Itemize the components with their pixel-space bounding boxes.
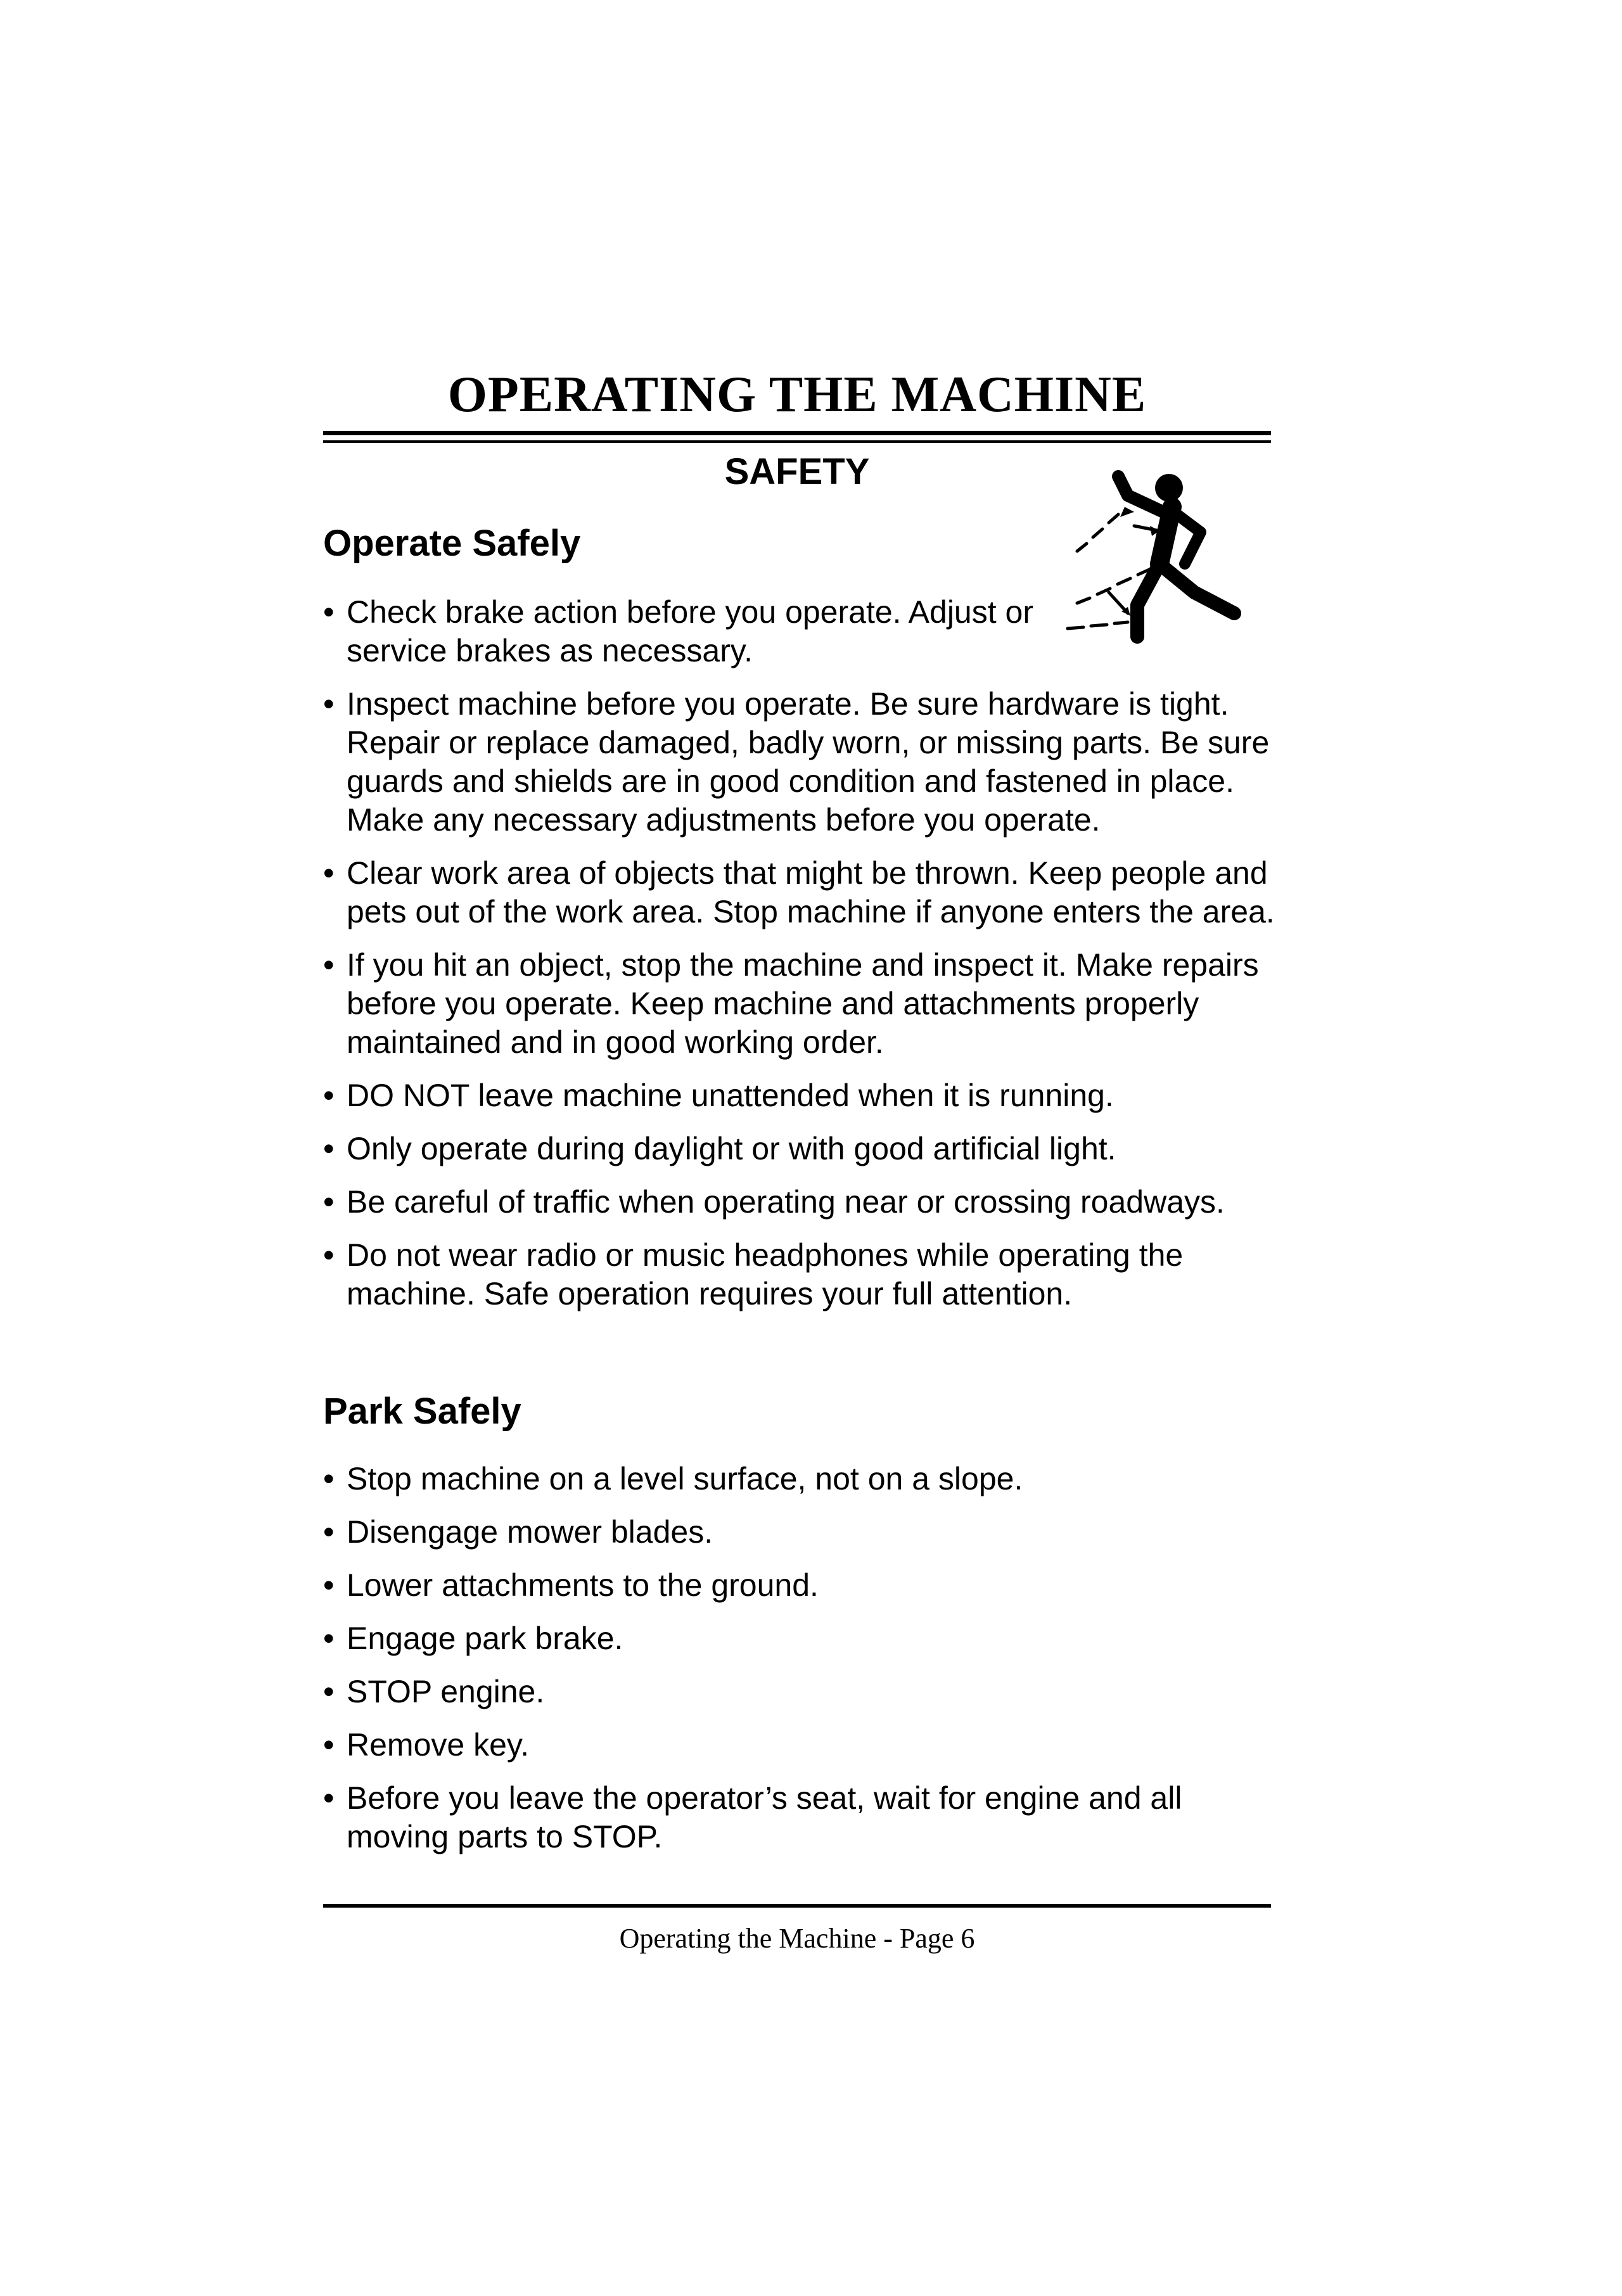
list-item: • Only operate during daylight or with good artificial light. (323, 1130, 1286, 1168)
list-item: • Inspect machine before you operate. Be sure hardware is tight. Repair or replace damaged, badly worn, or missing parts. Be sure guards and shields are in good condition and fastened in place. Make any necessary adjustments before you operate. (323, 685, 1286, 839)
list-item: • Do not wear radio or music headphones while operating the machine. Safe operation requires your full attention. (323, 1236, 1286, 1313)
list-item: • Disengage mower blades. (323, 1513, 1286, 1552)
page-title: OPERATING THE MACHINE (447, 367, 1147, 423)
operate-safely-list (323, 593, 1286, 1328)
list-item: • STOP engine. (323, 1673, 1286, 1711)
list-item: • Be careful of traffic when operating near or crossing roadways. (323, 1183, 1286, 1221)
footer-divider (323, 1904, 1271, 1908)
list-item: • Before you leave the operator’s seat, wait for engine and all moving parts to STOP. (323, 1779, 1286, 1856)
page-footer: Operating the Machine - Page 6 (619, 1923, 975, 1954)
list-item: • Stop machine on a level surface, not on a slope. (323, 1460, 1286, 1498)
title-divider-thick (323, 431, 1271, 435)
list-item: • If you hit an object, stop the machine and inspect it. Make repairs before you operate. Keep machine and attachments properly maintained and in good working order. (323, 946, 1286, 1062)
operate-safely-heading: Operate Safely (323, 523, 581, 564)
list-item: • DO NOT leave machine unattended when it is running. (323, 1076, 1286, 1115)
list-item: • Check brake action before you operate. Adjust or service brakes as necessary. (323, 593, 1120, 670)
list-item: • Clear work area of objects that might be thrown. Keep people and pets out of the work area. Stop machine if anyone enters the area. (323, 854, 1286, 931)
list-item: • Engage park brake. (323, 1619, 1286, 1658)
list-item: • Lower attachments to the ground. (323, 1566, 1286, 1605)
section-title: SAFETY (724, 451, 870, 492)
park-safely-list (323, 1460, 1286, 1871)
list-item: • Remove key. (323, 1726, 1286, 1764)
park-safely-heading: Park Safely (323, 1391, 521, 1432)
title-divider-thin (323, 440, 1271, 443)
